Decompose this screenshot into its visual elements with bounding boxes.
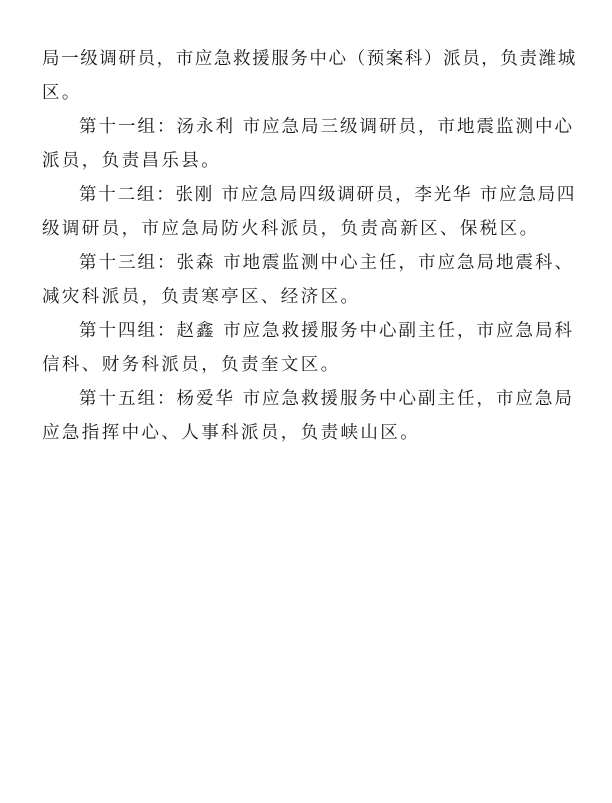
- text-line: [42, 416, 578, 450]
- group-12-line: [42, 178, 578, 212]
- group-11-line: [42, 110, 578, 144]
- text-line: [42, 42, 578, 76]
- group-label: 第十四组：: [79, 321, 177, 341]
- line-text: 信科、财务科派员，负责奎文区。: [42, 355, 341, 375]
- text-line: [42, 144, 578, 178]
- line-text: 区。: [42, 83, 82, 103]
- group-label: 第十二组：: [79, 185, 176, 205]
- text-line: [42, 348, 578, 382]
- group-14-line: [42, 314, 578, 348]
- group-label: 第十五组：: [79, 389, 177, 409]
- line-text: 张刚 市应急局四级调研员，李光华 市应急局四: [175, 185, 577, 205]
- text-line: [42, 280, 578, 314]
- line-text: 应急指挥中心、人事科派员，负责峡山区。: [42, 423, 421, 443]
- line-text: 汤永利 市应急局三级调研员，市地震监测中心: [176, 117, 575, 137]
- text-line: [42, 212, 578, 246]
- line-text: 级调研员，市应急局防火科派员，负责高新区、保税区。: [42, 219, 540, 239]
- line-text: 派员，负责昌乐县。: [42, 151, 222, 171]
- line-text: 减灾科派员，负责寒亭区、经济区。: [42, 287, 361, 307]
- line-text: 赵鑫 市应急救援服务中心副主任，市应急局科: [176, 321, 575, 341]
- line-text: 张森 市地震监测中心主任，市应急局地震科、: [176, 253, 575, 273]
- document-body: [42, 42, 578, 450]
- group-label: 第十一组：: [79, 117, 177, 137]
- line-text: 杨爱华 市应急救援服务中心副主任，市应急局: [176, 389, 575, 409]
- group-15-line: [42, 382, 578, 416]
- group-label: 第十三组：: [79, 253, 177, 273]
- line-text: 局一级调研员，市应急救援服务中心（预案科）派员，负责潍城: [42, 49, 577, 69]
- group-13-line: [42, 246, 578, 280]
- text-line: [42, 76, 578, 110]
